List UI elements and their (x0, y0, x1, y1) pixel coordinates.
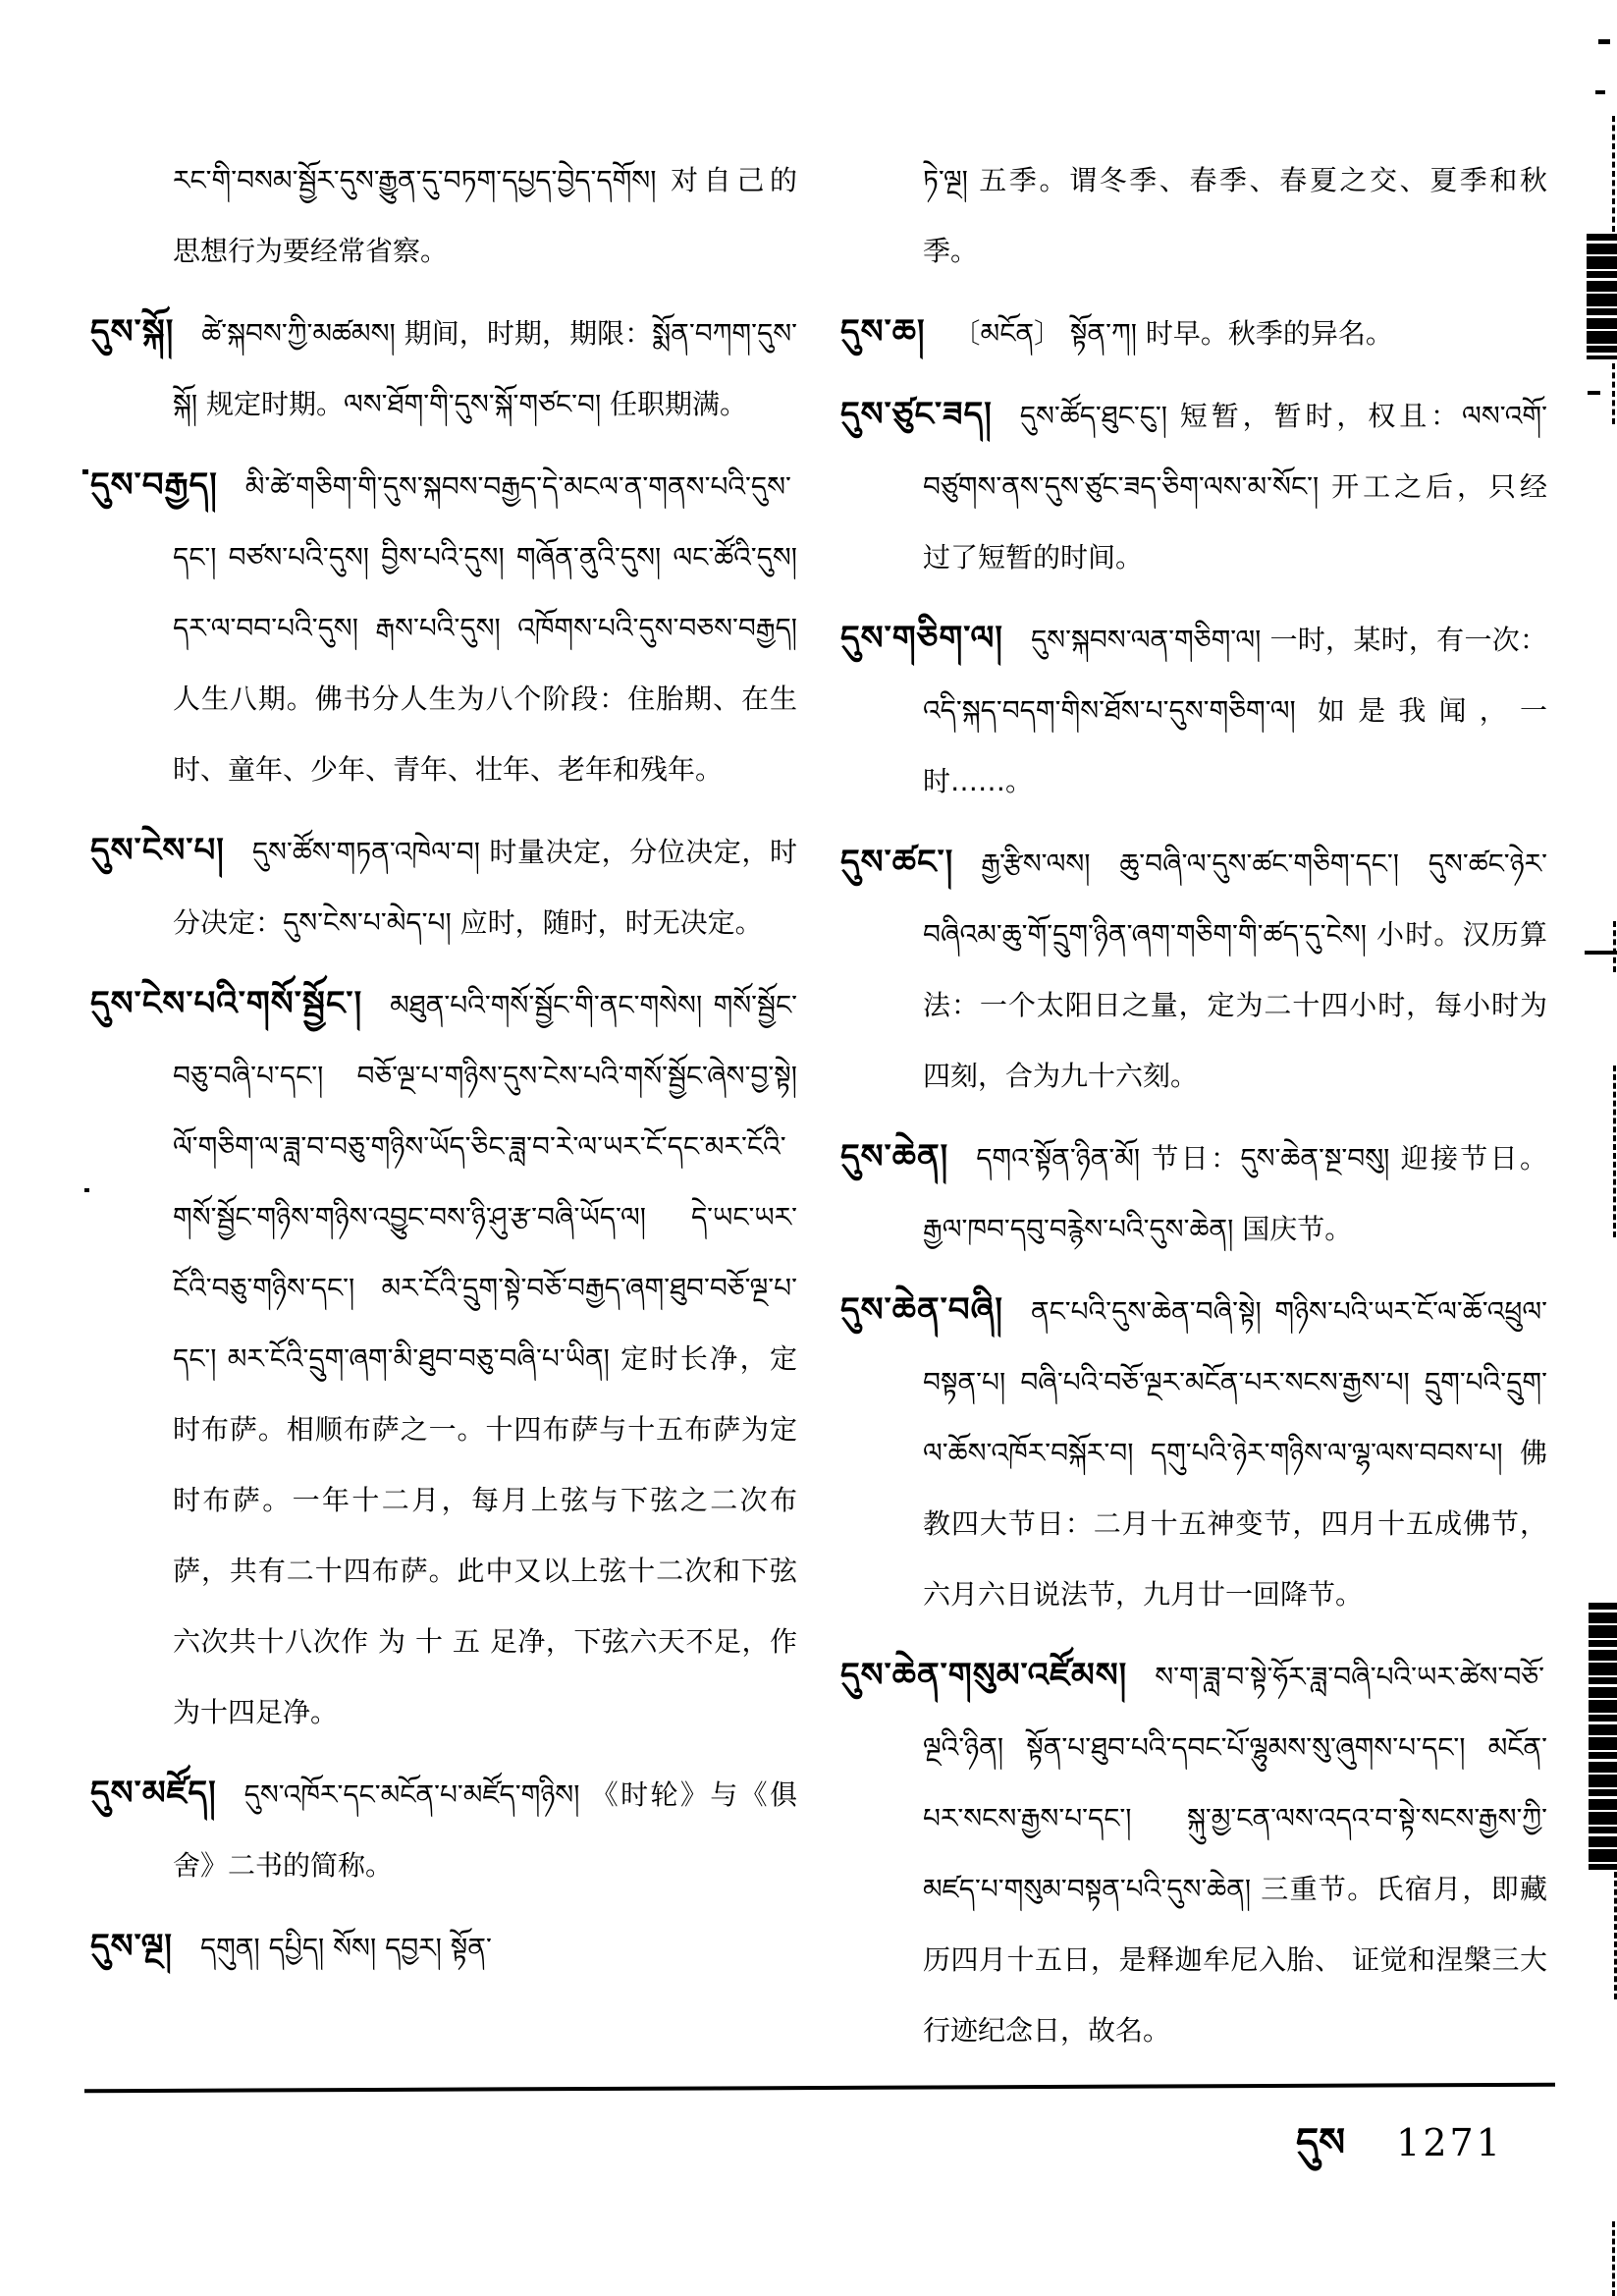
scan-artifact-mark (1598, 39, 1610, 44)
entry-body: དུས་ཚོས་གཏན་འཁེལ་བ། 时量决定，分位决定，时分决定：དུས་ངེས་པ་མེད་པ། 应时，随时，时无决定。 (173, 836, 797, 939)
scan-artifact-dash-line (1612, 363, 1615, 424)
dictionary-entry (840, 297, 1547, 369)
entry-headword: དུས་ངེས་པ། (90, 831, 225, 870)
entry-headword: དུས་ཙུང་ཟད། (840, 395, 993, 434)
entry-headword: དུས་ཆེན། (840, 1137, 949, 1176)
dictionary-entry (840, 603, 1547, 817)
page-number: 1271 (1396, 2121, 1503, 2164)
scan-artifact-band (1587, 234, 1617, 359)
entry-headword: དུས་ཆེན་བཞི། (840, 1290, 1003, 1330)
entry-body: ས་ག་ཟླ་བ་སྟེ་ཧོར་ཟླ་བཞི་པའི་ཡར་ཚེས་བཅོ་ལྔའི་ཉིན། སྟོན་པ་ཐུབ་པའི་དབང་པོ་ལྷུམས་སུ་ཞུགས་པ་དང་། མངོན་པར་སངས་རྒྱས་པ་དང་། སྐུ་མྱ་ངན་ལས་འདའ་བ་སྟེ་སངས་རྒྱས་ཀྱི་མཛད་པ་གསུམ་བསྟན་པའི་དུས་ཆེན། 三重节。氏宿月，即藏历四月十五日，是释迦牟尼入胎、 证觉和涅槃三大行迹纪念日，故名。 (923, 1661, 1547, 2047)
dictionary-entry (840, 827, 1547, 1112)
dictionary-entry (90, 1758, 797, 1901)
dictionary-entry (90, 450, 797, 805)
entry-body: དགའ་སྟོན་ཉིན་མོ། 节日：དུས་ཆེན་སྔ་བསུ། 迎接节日。རྒྱལ་ཁབ་དབུ་བརྙེས་པའི་དུས་ཆེན། 国庆节。 (923, 1142, 1547, 1245)
entry-headword: དུས་ལྔ། (90, 1927, 173, 1966)
footer-rule (84, 2083, 1555, 2094)
continuation-text: ཏེ་ལྔ། 五季。谓冬季、春季、春夏之交、夏季和秋季。 (923, 164, 1547, 267)
entry-headword: དུས་མཛོད། (90, 1774, 217, 1813)
entry-headword: དུས་ཆེན་གསུམ་འཛོམས། (840, 1656, 1128, 1695)
dictionary-entry (840, 1275, 1547, 1630)
scan-artifact-mark (1588, 391, 1600, 395)
entry-headword: དུས་གཅིག་ལ། (840, 619, 1003, 658)
scan-artifact-mark (1587, 287, 1600, 291)
entry-headword: དུས་ཚང་། (840, 843, 954, 882)
scan-artifact-dash-line (1612, 116, 1615, 232)
page-footer (1296, 2098, 1503, 2209)
right-column (840, 145, 1547, 2076)
dictionary-entry (840, 379, 1547, 593)
dictionary-entry (840, 1640, 1547, 2066)
entry-body: དུས་སྐབས་ལན་གཅིག་ལ། 一时，某时，有一次：འདི་སྐད་བདག་གིས་ཐོས་པ་དུས་གཅིག་ལ། 如是我闻，一时……。 (923, 624, 1547, 797)
entry-headword: དུས་བརྒྱད། (90, 465, 218, 505)
scan-artifact-mark (1585, 951, 1617, 955)
entry-body: ཚེ་སྐབས་ཀྱི་མཚམས། 期间，时期，期限：སྨོན་བཀག་དུས་སྐོ། 规定时期。ལས་ཐོག་གི་དུས་སྐོ་གཙང་བ། 任职期满。 (173, 317, 797, 420)
scan-artifact-band (1589, 1603, 1617, 1870)
entry-headword: དུས་ཆ། (840, 312, 926, 352)
entry-body: ནང་པའི་དུས་ཆེན་བཞི་སྟེ། གཉིས་པའི་ཡར་ངོ་ལ་ཆོ་འཕྲུལ་བསྟན་པ། བཞི་པའི་བཅོ་ལྔར་མངོན་པར་སངས་རྒྱས་པ། དྲུག་པའི་དྲུག་ལ་ཆོས་འཁོར་བསྐོར་བ། དགུ་པའི་ཉེར་གཉིས་ལ་ལྷ་ལས་བབས་པ། 佛教四大节日：二月十五神变节，四月十五成佛节， 六月六日说法节，九月廿一回降节。 (923, 1295, 1547, 1611)
entry-body: དུས་ཚོད་ཐུང་ངུ་། 短暂，暂时，权且：ལས་འགོ་བཙུགས་ནས་དུས་ཙུང་ཟད་ཅིག་ལས་མ་སོང་། 开工之后，只经过了短暂的时间。 (923, 400, 1547, 574)
scan-artifact-speck (84, 1188, 89, 1192)
continuation-text: རང་གི་བསམ་སྦྱོར་དུས་རྒྱུན་དུ་བཏག་དཔྱད་བྱེད་དགོས། 对自己的思想行为要经常省察。 (173, 164, 797, 267)
entry-body: དགུན། དཔྱིད། སོས། དབྱར། སྟོན་ (199, 1932, 492, 1964)
entry-body: མཐུན་པའི་གསོ་སྦྱོང་གི་ནང་གསེས། གསོ་སྦྱོང་བཅུ་བཞི་པ་དང་། བཅོ་ལྔ་པ་གཉིས་དུས་ངེས་པའི་གསོ་སྦྱོང་ཞེས་བྱ་སྟེ། ལོ་གཅིག་ལ་ཟླ་བ་བཅུ་གཉིས་ཡོད་ཅིང་ཟླ་བ་རེ་ལ་ཡར་ངོ་དང་མར་ངོའི་གསོ་སྦྱོང་གཉིས་གཉིས་འབྱུང་བས་ཉི་ཤུ་རྩ་བཞི་ཡོད་ལ། དེ་ཡང་ཡར་ངོའི་བཅུ་གཉིས་དང་། མར་ངོའི་དྲུག་སྟེ་བཅོ་བརྒྱད་ཞག་ཐུབ་བཅོ་ལྔ་པ་དང་། མར་ངོའི་དྲུག་ཞག་མི་ཐུབ་བཅུ་བཞི་པ་ཡིན། 定时长净，定时布萨。相顺布萨之一。十四布萨与十五布萨为定时布萨。一年十二月，每月上弦与下弦之二次布萨，共有二十四布萨。此中又以上弦十二次和下弦六次共十八次作 为 十 五 足净，下弦六天不足，作为十四足净。 (173, 989, 797, 1728)
entry-headword: དུས་ངེས་པའི་གསོ་སྦྱོང་། (90, 984, 363, 1023)
section-label: དུས (1296, 2120, 1346, 2165)
entry-body: དུས་འཁོར་དང་མངོན་པ་མཛོད་གཉིས། 《时轮》与《俱舍》二书的简称。 (173, 1778, 797, 1882)
left-column (90, 145, 797, 1994)
scan-artifact-dash-line (1613, 1066, 1616, 1237)
dictionary-entry (90, 968, 797, 1748)
dictionary-entry (840, 1121, 1547, 1265)
dictionary-entry (90, 297, 797, 440)
dictionary-entry (90, 1911, 797, 1984)
entry-headword: དུས་སྐོ། (90, 312, 175, 352)
scan-artifact-speck (82, 469, 88, 474)
scan-artifact-mark (1595, 90, 1605, 94)
entry-body: 〔མངོན〕 སྟོན་ཀ། 时早。秋季的异名。 (952, 317, 1393, 350)
dictionary-entry (90, 815, 797, 958)
scan-artifact-dash-line (1612, 2221, 1615, 2296)
entry-body: མི་ཚེ་གཅིག་གི་དུས་སྐབས་བརྒྱད་དེ་མངལ་ན་གནས་པའི་དུས་དང་། བཙས་པའི་དུས། བྱིས་པའི་དུས། གཞོན་ནུའི་དུས། ལང་ཚོའི་དུས། དར་ལ་བབ་པའི་དུས། རྒས་པའི་དུས། འཁོགས་པའི་དུས་བཅས་བརྒྱད། 人生八期。佛书分人生为八个阶段：住胎期、在生时、童年、少年、青年、壮年、老年和残年。 (173, 470, 797, 786)
scan-artifact-dash-line (1613, 921, 1616, 972)
entry-body: རྒྱ་རྩིས་ལས། ཆུ་བཞི་ལ་དུས་ཚང་གཅིག་དང་། དུས་ཚང་ཉེར་བཞིའམ་ཆུ་གོ་དྲུག་ཉིན་ཞག་གཅིག་གི་ཚད་དུ་ངེས། 小时。汉历算法：一个太阳日之量，定为二十四小时，每小时为四刻，合为九十六刻。 (923, 847, 1547, 1092)
